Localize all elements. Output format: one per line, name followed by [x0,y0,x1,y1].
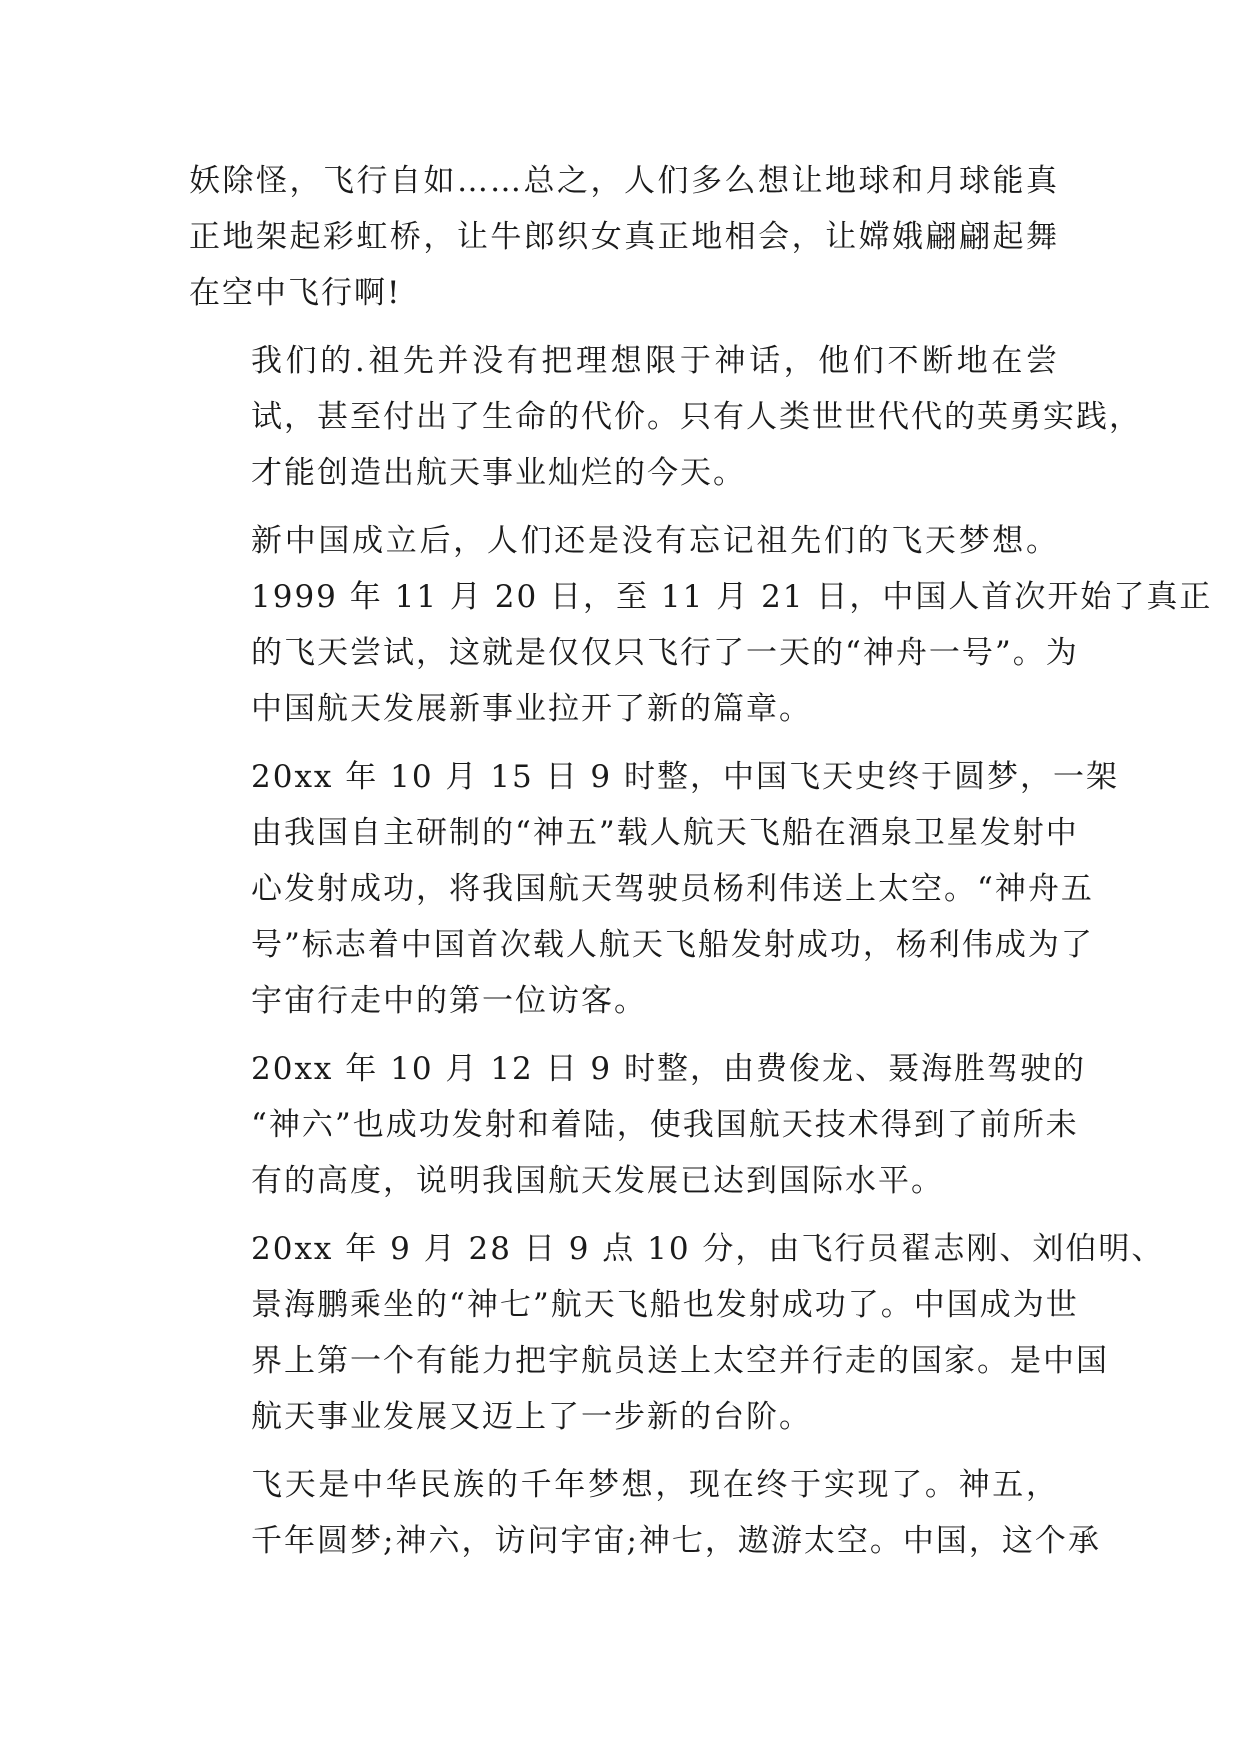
document-body [189,153,1213,1581]
paragraph-6 [189,1221,1165,1445]
text-line: 宇宙行走中的第一位访客。 [251,983,647,1019]
text-line: 界上第一个有能力把宇航员送上太空并行走的国家。是中国 [251,1343,1109,1379]
text-line: 由我国自主研制的“神五”载人航天飞船在酒泉卫星发射中 [251,815,1079,851]
text-line: 在空中飞行啊! [189,275,402,311]
paragraph-1 [189,153,1059,321]
text-line: 20xx 年 9 月 28 日 9 点 10 分，由飞行员翟志刚、刘伯明、 [251,1231,1165,1267]
text-line: 有的高度，说明我国航天发展已达到国际水平。 [251,1163,944,1199]
text-line: 20xx 年 10 月 12 日 9 时整，由费俊龙、聂海胜驾驶的 [251,1051,1087,1087]
text-line: 航天事业发展又迈上了一步新的台阶。 [251,1399,812,1435]
text-line: 新中国成立后，人们还是没有忘记祖先们的飞天梦想。 [251,523,1059,559]
text-line: 妖除怪，飞行自如……总之，人们多么想让地球和月球能真 [189,163,1059,199]
paragraph-2 [189,333,1142,501]
paragraph-5 [189,1041,1087,1209]
text-line: 心发射成功，将我国航天驾驶员杨利伟送上太空。“神舟五 [251,871,1094,907]
text-line: 的飞天尝试，这就是仅仅只飞行了一天的“神舟一号”。为 [251,635,1079,671]
text-line: 中国航天发展新事业拉开了新的篇章。 [251,691,812,727]
text-line: “神六”也成功发射和着陆，使我国航天技术得到了前所未 [251,1107,1079,1143]
text-line: 我们的.祖先并没有把理想限于神话，他们不断地在尝 [251,343,1059,379]
text-line: 飞天是中华民族的千年梦想，现在终于实现了。神五， [251,1467,1059,1503]
paragraph-3 [189,513,1213,737]
text-line: 号”标志着中国首次载人航天飞船发射成功，杨利伟成为了 [251,927,1094,963]
text-line: 千年圆梦;神六，访问宇宙;神七，遨游太空。中国，这个承 [251,1523,1101,1559]
paragraph-4 [189,749,1120,1029]
text-line: 1999 年 11 月 20 日，至 11 月 21 日，中国人首次开始了真正 [251,579,1213,615]
text-line: 20xx 年 10 月 15 日 9 时整，中国飞天史终于圆梦，一架 [251,759,1120,795]
text-line: 正地架起彩虹桥，让牛郎织女真正地相会，让嫦娥翩翩起舞 [189,219,1059,255]
paragraph-7 [189,1457,1101,1569]
text-line: 才能创造出航天事业灿烂的今天。 [251,455,746,491]
text-line: 试，甚至付出了生命的代价。只有人类世世代代的英勇实践， [251,399,1142,435]
text-line: 景海鹏乘坐的“神七”航天飞船也发射成功了。中国成为世 [251,1287,1079,1323]
